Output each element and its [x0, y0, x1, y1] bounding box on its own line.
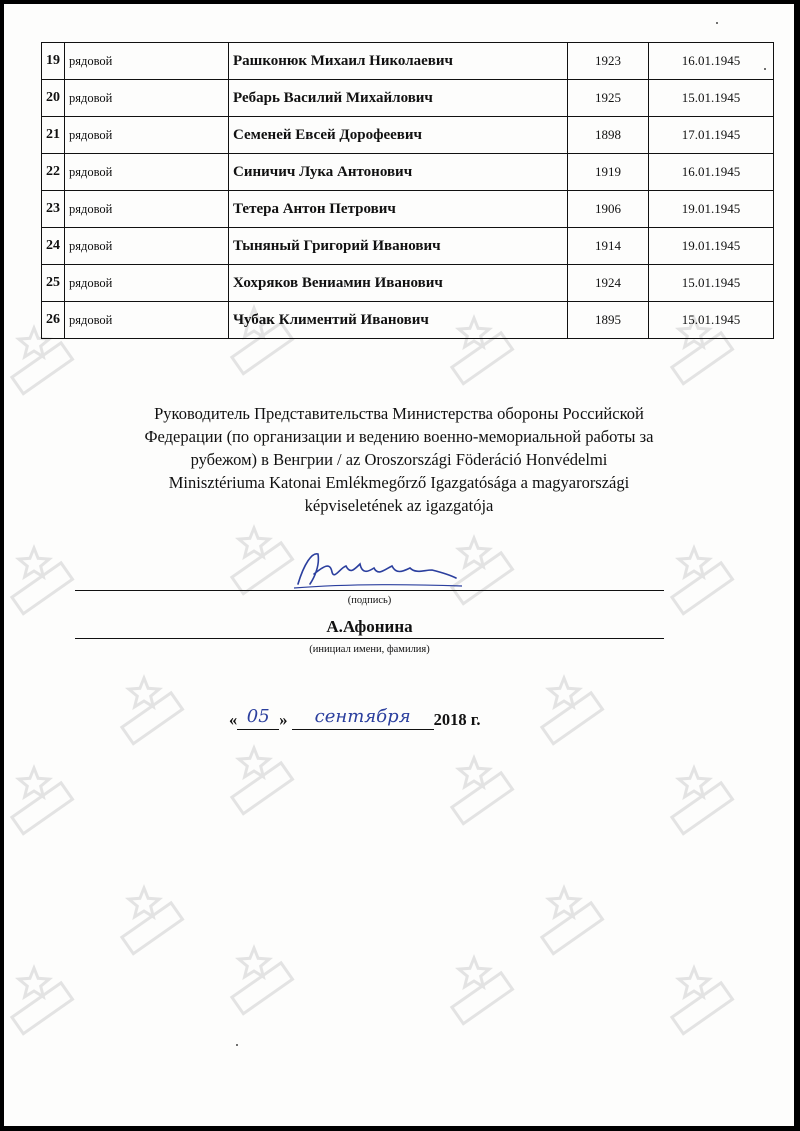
- birth-year-cell: 1919: [568, 154, 649, 191]
- row-number: 20: [42, 80, 65, 117]
- birth-year-cell: 1914: [568, 228, 649, 265]
- signatory-title: [64, 402, 734, 517]
- signer-line: [75, 638, 664, 639]
- death-date-cell: 15.01.1945: [649, 302, 774, 339]
- death-date-cell: 19.01.1945: [649, 191, 774, 228]
- scan-speck: [764, 68, 766, 70]
- rank-cell: рядовой: [65, 43, 229, 80]
- birth-year-cell: 1898: [568, 117, 649, 154]
- name-cell: Семеней Евсей Дорофеевич: [229, 117, 568, 154]
- row-number: 26: [42, 302, 65, 339]
- birth-year-cell: 1924: [568, 265, 649, 302]
- rank-cell: рядовой: [65, 154, 229, 191]
- date-month-blank: [292, 706, 434, 730]
- death-date-cell: 16.01.1945: [649, 43, 774, 80]
- name-cell: Тыняный Григорий Иванович: [229, 228, 568, 265]
- row-number: 23: [42, 191, 65, 228]
- table-row: [42, 117, 774, 154]
- date-day-blank: [237, 706, 279, 730]
- death-date-cell: 19.01.1945: [649, 228, 774, 265]
- rank-cell: рядовой: [65, 117, 229, 154]
- caption-line: Руководитель Представительства Министерства обороны Российской: [154, 404, 644, 423]
- caption-line: Minisztériuma Katonai Emlékmegőrző Igazgatósága a magyarországi: [168, 473, 630, 492]
- birth-year-cell: 1895: [568, 302, 649, 339]
- birth-year-cell: 1906: [568, 191, 649, 228]
- roster-table: [41, 42, 774, 339]
- caption-line: képviseletének az igazgatója: [304, 496, 494, 515]
- table-row: [42, 154, 774, 191]
- name-cell: Хохряков Вениамин Иванович: [229, 265, 568, 302]
- date-year: 2018 г.: [433, 710, 481, 729]
- table-row: [42, 302, 774, 339]
- name-cell: Рашконюк Михаил Николаевич: [229, 43, 568, 80]
- name-cell: Тетера Антон Петрович: [229, 191, 568, 228]
- birth-year-cell: 1925: [568, 80, 649, 117]
- signature-label: (подпись): [347, 595, 392, 606]
- date-close-quote: »: [279, 710, 288, 729]
- name-cell: Ребарь Василий Михайлович: [229, 80, 568, 117]
- caption-line: рубежом) в Венгрии / az Oroszországi Föderáció Honvédelmi: [190, 450, 608, 469]
- rank-cell: рядовой: [65, 265, 229, 302]
- table-row: [42, 191, 774, 228]
- death-date-cell: 16.01.1945: [649, 154, 774, 191]
- signer-name: А.Афонина: [326, 617, 413, 636]
- death-date-cell: 15.01.1945: [649, 80, 774, 117]
- row-number: 21: [42, 117, 65, 154]
- document-page: [4, 4, 794, 1126]
- date-day: 05: [246, 706, 270, 727]
- rank-cell: рядовой: [65, 191, 229, 228]
- death-date-cell: 17.01.1945: [649, 117, 774, 154]
- date-open-quote: «: [229, 710, 238, 729]
- signer-label: (инициал имени, фамилия): [309, 644, 430, 655]
- rank-cell: рядовой: [65, 80, 229, 117]
- scan-speck: [716, 22, 718, 24]
- name-cell: Синичич Лука Антонович: [229, 154, 568, 191]
- death-date-cell: 15.01.1945: [649, 265, 774, 302]
- name-cell: Чубак Климентий Иванович: [229, 302, 568, 339]
- row-number: 22: [42, 154, 65, 191]
- table-row: [42, 80, 774, 117]
- birth-year-cell: 1923: [568, 43, 649, 80]
- rank-cell: рядовой: [65, 302, 229, 339]
- signature-date: [229, 706, 481, 730]
- table-row: [42, 228, 774, 265]
- table-row: [42, 43, 774, 80]
- row-number: 19: [42, 43, 65, 80]
- rank-cell: рядовой: [65, 228, 229, 265]
- handwritten-signature: [284, 544, 484, 594]
- row-number: 25: [42, 265, 65, 302]
- scan-speck: [236, 1044, 238, 1046]
- date-month: сентября: [314, 706, 411, 727]
- table-row: [42, 265, 774, 302]
- row-number: 24: [42, 228, 65, 265]
- caption-line: Федерации (по организации и ведению военно-мемориальной работы за: [144, 427, 654, 446]
- signature-line: [75, 590, 664, 591]
